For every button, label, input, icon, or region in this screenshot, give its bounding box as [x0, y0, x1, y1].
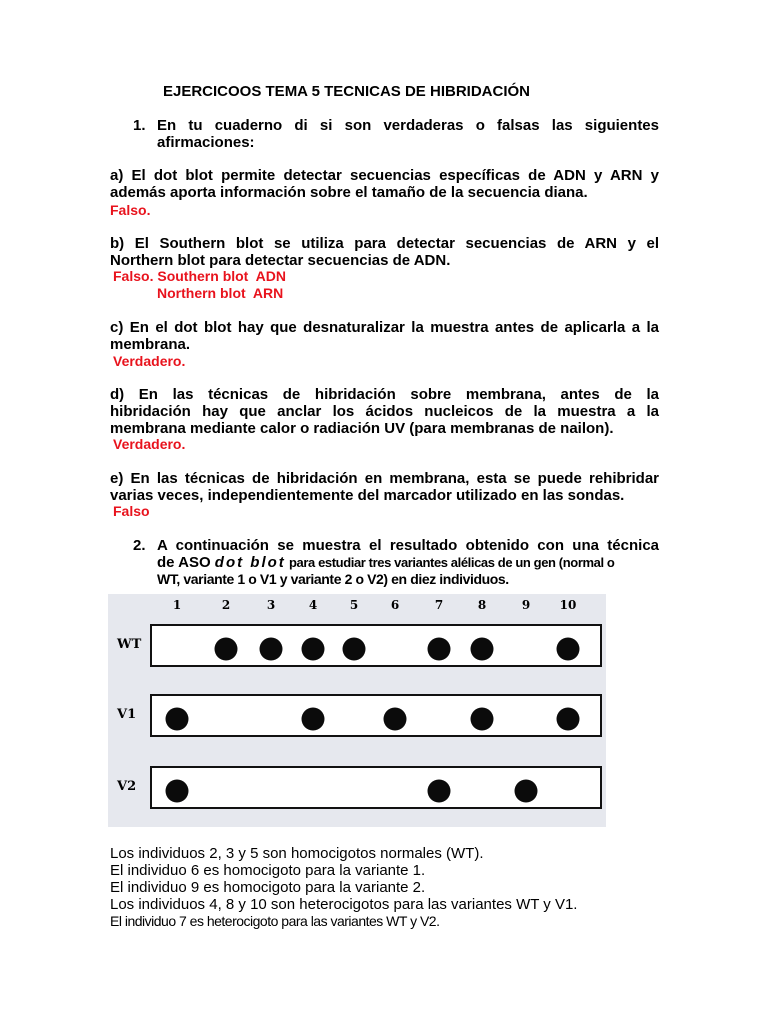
column-label-2: 2 — [221, 598, 231, 612]
dot-wt-2 — [215, 638, 238, 661]
row-label-wt: WT — [117, 637, 142, 652]
statement-b — [110, 235, 659, 269]
dot-wt-5 — [343, 638, 366, 661]
question-2 — [157, 537, 659, 588]
dot-v1-8 — [471, 708, 494, 731]
dot-wt-10 — [557, 638, 580, 661]
statement-c — [110, 319, 659, 353]
conclusion-1: Los individuos 2, 3 y 5 son homocigotos normales (WT). — [110, 845, 484, 862]
row-label-v1: V1 — [117, 707, 137, 722]
column-label-4: 4 — [308, 598, 318, 612]
conclusion-4: Los individuos 4, 8 y 10 son heterocigotos para las variantes WT y V1. — [110, 896, 578, 913]
question-1-line-1: En tu cuaderno di si son verdaderas o falsas las siguientes — [157, 117, 659, 134]
answer-b-verdict: Falso. — [113, 268, 154, 284]
statement-b-line-2: Northern blot para detectar secuencias de ADN. — [110, 252, 451, 269]
statement-a-line-1: a) El dot blot permite detectar secuencias específicas de ADN y ARN y — [110, 167, 659, 184]
column-label-8: 8 — [477, 598, 487, 612]
conclusion-5: El individuo 7 es heterocigoto para las variantes WT y V2. — [110, 913, 440, 929]
conclusion-3: El individuo 9 es homocigoto para la variante 2. — [110, 879, 426, 896]
membrane-strip-v1 — [150, 694, 602, 737]
dot-v1-10 — [557, 708, 580, 731]
statement-b-line-1: b) El Southern blot se utiliza para detectar secuencias de ARN y el — [110, 235, 659, 252]
dot-v2-1 — [166, 780, 189, 803]
dot-v1-6 — [384, 708, 407, 731]
page-title: EJERCICOOS TEMA 5 TECNICAS DE HIBRIDACIÓN — [163, 83, 530, 100]
statement-e-line-2: varias veces, independientemente del marcador utilizado en las sondas. — [110, 487, 625, 504]
column-label-5: 5 — [349, 598, 359, 612]
statement-d-line-3: membrana mediante calor o radiación UV (para membranas de nailon). — [110, 420, 614, 437]
question-2-line-2 — [157, 554, 659, 571]
conclusion-2: El individuo 6 es homocigoto para la variante 1. — [110, 862, 426, 879]
column-label-10: 10 — [559, 598, 577, 612]
dot-wt-4 — [302, 638, 325, 661]
answer-b-detail-2: Northern blot ARN — [157, 285, 284, 301]
answer-c: Verdadero. — [113, 353, 186, 369]
dot-v1-1 — [166, 708, 189, 731]
dot-v1-4 — [302, 708, 325, 731]
statement-d-line-2: hibridación hay que anclar los ácidos nucleicos de la muestra a la — [110, 403, 659, 420]
question-1-number: 1. — [133, 117, 146, 134]
question-2-number: 2. — [133, 537, 146, 554]
question-1-line-2: afirmaciones: — [157, 134, 255, 151]
statement-c-line-2: membrana. — [110, 336, 191, 353]
answer-e: Falso — [113, 503, 150, 519]
statement-d — [110, 386, 659, 437]
column-label-6: 6 — [390, 598, 400, 612]
statement-c-line-1: c) En el dot blot hay que desnaturalizar la muestra antes de aplicarla a la — [110, 319, 659, 336]
answer-a: Falso. — [110, 202, 151, 218]
statement-d-line-1: d) En las técnicas de hibridación sobre membrana, antes de la — [110, 386, 659, 403]
answer-d: Verdadero. — [113, 436, 186, 452]
answer-b — [113, 268, 286, 284]
dot-v2-9 — [515, 780, 538, 803]
question-2-line-3: WT, variante 1 o V1 y variante 2 o V2) en diez individuos. — [157, 571, 509, 587]
dot-blot-term: dot blot — [214, 554, 286, 571]
dot-wt-3 — [260, 638, 283, 661]
question-2-line-2c: para estudiar tres variantes alélicas de un gen (normal o — [285, 555, 615, 570]
row-label-v2: V2 — [117, 779, 137, 794]
column-label-1: 1 — [172, 598, 182, 612]
statement-a-line-2: además aporta información sobre el tamaño de la secuencia diana. — [110, 184, 588, 201]
column-label-3: 3 — [266, 598, 276, 612]
column-label-7: 7 — [434, 598, 444, 612]
dot-blot-figure — [108, 594, 606, 827]
answer-b-detail-1: Southern blot ADN — [153, 268, 286, 284]
statement-e — [110, 470, 659, 504]
column-label-9: 9 — [521, 598, 531, 612]
statement-e-line-1: e) En las técnicas de hibridación en membrana, esta se puede rehibridar — [110, 470, 659, 487]
question-1 — [157, 117, 659, 151]
dot-v2-7 — [428, 780, 451, 803]
dot-wt-8 — [471, 638, 494, 661]
dot-wt-7 — [428, 638, 451, 661]
statement-a — [110, 167, 659, 201]
question-2-line-1: A continuación se muestra el resultado obtenido con una técnica — [157, 537, 659, 554]
question-2-line-2a: de ASO — [157, 554, 215, 571]
